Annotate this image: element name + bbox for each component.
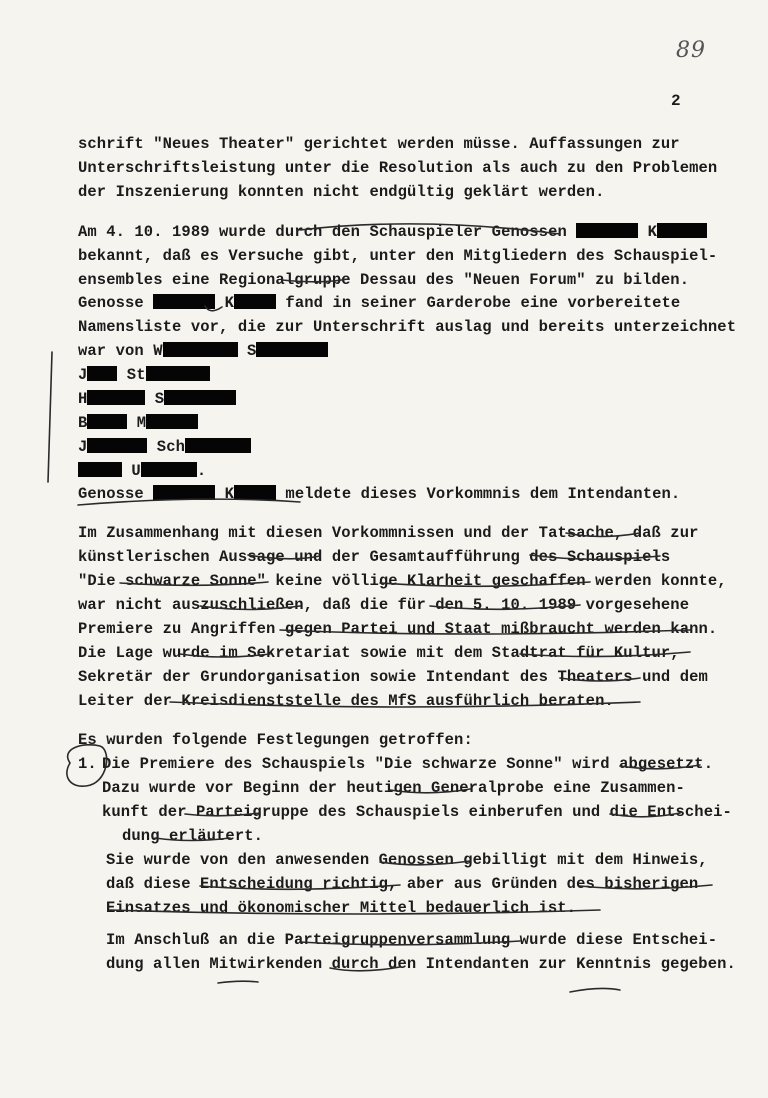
text-line: Genosse K meldete dieses Vorkommnis dem Intendanten. [78, 485, 681, 503]
pen-stroke [155, 838, 230, 841]
pen-stroke [170, 702, 640, 707]
text-line: Einsatzes und ökonomischer Mittel bedauerlich ist. [106, 899, 577, 917]
text-line: Premiere zu Angriffen gegen Partei und Staat mißbraucht werden kann. [78, 620, 718, 638]
text-line: Im Anschluß an die Parteigruppenversammlung wurde diese Entschei- [106, 931, 718, 949]
margin-bracket [48, 352, 52, 482]
text-line: Die Lage wurde im Sekretariat sowie mit dem Stadtrat für Kultur, [78, 644, 680, 662]
pen-stroke [120, 582, 268, 585]
pen-stroke [520, 652, 690, 657]
text-line: schrift "Neues Theater" gerichtet werden müsse. Auffassungen zur [78, 135, 680, 153]
pen-stroke [110, 910, 600, 914]
pen-stroke [185, 813, 260, 816]
name-list-item: H S [78, 389, 236, 409]
pen-stroke [300, 941, 520, 945]
text-line: Sekretär der Grundorganisation sowie Intendant des Theaters und dem [78, 668, 708, 686]
pen-stroke [200, 606, 300, 610]
pen-stroke [560, 678, 640, 681]
text-line: war von W S [78, 341, 328, 361]
pen-stroke [390, 789, 470, 793]
handwritten-folio-number: 89 [676, 38, 706, 63]
pen-stroke [180, 654, 270, 657]
pen-stroke [620, 765, 700, 769]
pen-underlines [48, 224, 712, 992]
text-line: der Inszenierung konnten nicht endgültig geklärt werden. [78, 183, 605, 201]
name-list-item: U . [78, 461, 206, 481]
pen-stroke [330, 967, 400, 971]
pen-stroke [300, 224, 560, 234]
text-line: Namensliste vor, die zur Unterschrift auslag und bereits unterzeichnet [78, 318, 737, 336]
text-line: Genosse K fand in seiner Garderobe eine vorbereitete [78, 294, 681, 312]
pen-stroke [566, 533, 640, 537]
text-line: künstlerischen Aussage und der Gesamtaufführung des Schauspiels [78, 548, 671, 566]
text-line: "Die schwarze Sonne" keine völlige Klarheit geschaffen werden konnte, [78, 572, 727, 590]
pen-stroke [610, 813, 680, 817]
text-line: Am 4. 10. 1989 wurde durch den Schauspieler Genossen K [78, 222, 707, 242]
pen-stroke [248, 555, 320, 559]
text-line: Die Premiere des Schauspiels "Die schwarze Sonne" wird abgesetzt. [102, 755, 714, 773]
pen-stroke [282, 279, 348, 282]
text-line: Sie wurde von den anwesenden Genossen gebilligt mit dem Hinweis, [106, 851, 708, 869]
pen-stroke [530, 555, 660, 559]
text-line: ensembles eine Regionalgruppe Dessau des "Neuen Forum" zu bilden. [78, 271, 690, 289]
name-list-item: J St [78, 365, 210, 385]
pen-stroke [280, 630, 690, 634]
pen-stroke [218, 981, 258, 983]
text-line: dung allen Mitwirkenden durch den Intendanten zur Kenntnis gegeben. [106, 955, 736, 973]
pen-stroke [200, 885, 400, 889]
text-line: war nicht auszuschließen, daß die für den 5. 10. 1989 vorgesehene [78, 596, 690, 614]
text-line: bekannt, daß es Versuche gibt, unter den Mitgliedern des Schauspiel- [78, 247, 718, 265]
name-list-item: B M [78, 413, 198, 433]
text-line: Im Zusammenhang mit diesen Vorkommnissen und der Tatsache, daß zur [78, 524, 699, 542]
pen-stroke [380, 861, 470, 865]
pen-stroke [580, 885, 712, 889]
name-list-item: J Sch [78, 437, 251, 457]
pen-circle [67, 745, 107, 786]
text-line: Dazu wurde vor Beginn der heutigen Generalprobe eine Zusammen- [102, 779, 685, 797]
pen-stroke [570, 988, 620, 992]
section-heading: Es wurden folgende Festlegungen getroffen: [78, 731, 473, 749]
text-line: dung erläutert. [122, 827, 264, 845]
text-line: kunft der Parteigruppe des Schauspiels einberufen und die Entschei- [102, 803, 732, 821]
page-number: 2 [671, 92, 681, 110]
list-marker: 1. [78, 755, 97, 773]
pen-stroke [78, 499, 300, 505]
text-line: Leiter der Kreisdienststelle des MfS ausführlich beraten. [78, 692, 614, 710]
pen-stroke [430, 605, 580, 609]
text-line: Unterschriftsleistung unter die Resolution als auch zu den Problemen [78, 159, 718, 177]
pen-stroke [380, 582, 590, 586]
pen-stroke [205, 306, 222, 311]
text-line: daß diese Entscheidung richtig, aber aus Gründen des bisherigen [106, 875, 699, 893]
